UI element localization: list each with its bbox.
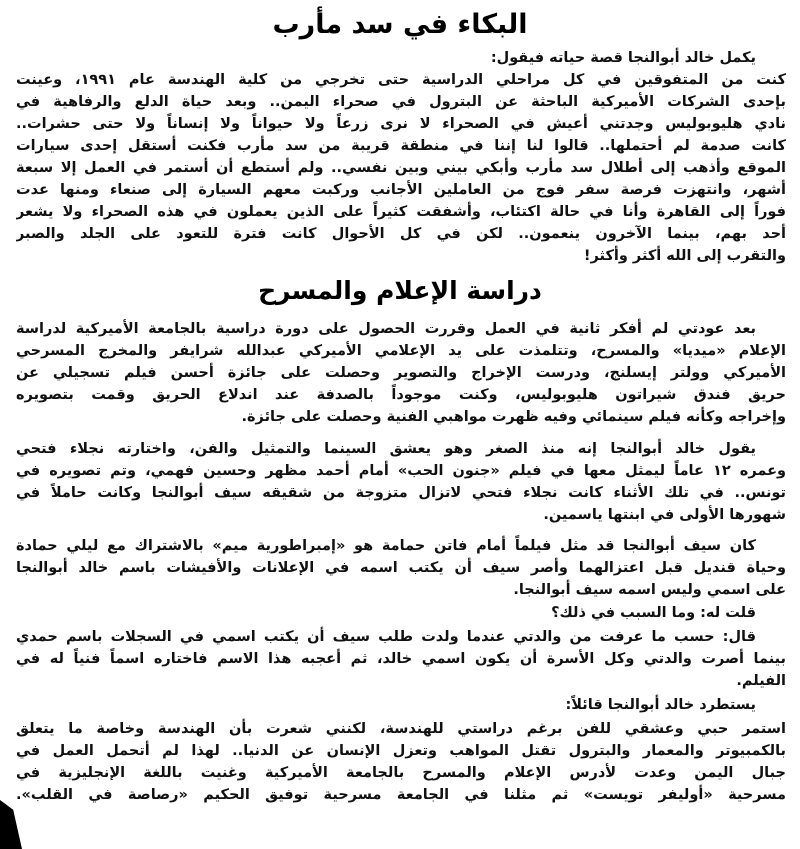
text-line: أحد بهم، بينما الآخرون ينعمون.. لكن في كل الأحوال كانت فترة للتعود على الجلد والصبر: [16, 226, 786, 242]
question-line: قلت له: وما السبب في ذلك؟: [551, 605, 756, 621]
text-line: حريق فندق شيراتون هليوبوليس، وكنت موجوداً بالصدفة عند اندلاع الحريق وقمت بتصويره: [16, 387, 786, 403]
text-line: بإحدى الشركات الأميركية الباحثة عن البترول في صحراء اليمن.. وبعد حياة الدلع والرفاهية في: [16, 94, 786, 110]
section-heading: دراسة الإعلام والمسرح: [258, 276, 542, 305]
text-line: يكمل خالد أبوالنجا قصة حياته فيقول:: [490, 50, 756, 66]
text-line: فوراً إلى القاهرة وأنا في حالة اكتئاب، وأشفقت كثيراً على الذين يعملون في هذه الصحراء ولا يشعر: [16, 204, 786, 220]
text-line: تونس.. في تلك الأثناء كانت نجلاء فتحي لاتزال متزوجة من شقيقه سيف أبوالنجا وكانت حاملاً في: [16, 485, 786, 501]
text-line: يقول خالد أبوالنجا إنه منذ الصغر وهو يعشق السينما والتمثيل والفن، واختارته نجلاء فتحي: [16, 441, 756, 457]
text-line: الأميركي وولتر إيسلنج، ودرست الإخراج والتصوير وحصلت على جائزة أحسن فيلم تسجيلي عن: [16, 365, 786, 381]
text-line: على اسمي وليس اسمه سيف أبوالنجا.: [513, 582, 786, 598]
text-line: مسرحية «أوليفر تويست» ثم مثلنا في الجامعة مسرحية توفيق الحكيم «رصاصة في القلب».: [16, 787, 786, 803]
text-line: بالكمبيوتر والمعمار والبترول تقتل المواهب وتعزل الإنسان عن الدنيا.. لهذا لم أتحمل العمل في: [16, 743, 786, 759]
text-line: شهورها الأولى في ابنتها ياسمين.: [543, 507, 786, 523]
text-line: وحياة قنديل قبل اعتزالهما وأصر سيف أن يكتب اسمه في الإعلانات والأفيشات باسم خالد أبوالنجا: [16, 560, 786, 576]
text-line: نادي هليوبوليس وجدتني أعيش في الصحراء لا نرى زرعاً ولا حيواناً ولا إنساناً ولا حتى حشرات..: [16, 116, 786, 132]
text-line: يستطرد خالد أبوالنجا قائلاً:: [565, 697, 756, 713]
text-line: جبال اليمن وعدت لأدرس الإعلام والمسرح بالجامعة الأميركية وغنيت باللغة الإنجليزية في: [16, 765, 786, 781]
text-line: قال: حسب ما عرفت من والدتي عندما ولدت طلب سيف أن يكتب اسمي في السجلات باسم حمدي: [16, 629, 756, 645]
text-line: كنت من المتفوقين في كل مراحلي الدراسية حتى تخرجي من كلية الهندسة عام ١٩٩١، وعينت: [16, 72, 786, 88]
text-line: الفيلم.: [736, 673, 786, 689]
text-line: وعمره ١٢ عاماً ليمثل معها في فيلم «جنون الحب» أمام أحمد مظهر وحسين فهمي، وتم تصويره في: [16, 463, 786, 479]
text-line: وإخراجه وكأنه فيلم سينمائي وفيه ظهرت مواهبي الفنية وحصلت على جائزة.: [241, 409, 786, 425]
scan-edge-shadow: [0, 800, 22, 849]
text-line: الإعلام «ميديا» والمسرح، وتتلمذت على يد الإعلامي الأميركي عبدالله شرايفر والمخرج المسرحي: [16, 343, 786, 359]
text-line: كانت صدمة لم أحتملها.. قالوا لنا إننا في منطقة قريبة من سد مأرب فكنت أستقل إحدى سيارات: [16, 138, 786, 154]
text-line: الموقع وأذهب إلى أطلال سد مأرب وأبكي بيني وبين نفسي.. ولم أستطع أن أستمر في العمل إلا سبعة: [16, 160, 786, 176]
text-line: أشهر، وانتهزت فرصة سفر فوج من العاملين الأجانب وركبت معهم السيارة إلى صنعاء ومنها عدت: [16, 182, 786, 198]
text-line: بينما أصرت والدتي وكل الأسرة أن يكون اسمي خالد، ثم أعجبه هذا الاسم فاختاره اسماً فنياً له في: [16, 651, 786, 667]
text-line: بعد عودتي لم أفكر ثانية في العمل وقررت الحصول على دورة دراسية بالجامعة الأميركية لدراسة: [16, 321, 756, 337]
text-line: كان سيف أبوالنجا قد مثل فيلماً أمام فاتن حمامة هو «إمبراطورية ميم» بالاشتراك مع ليلي حمادة: [16, 538, 756, 554]
article-title: البكاء في سد مأرب: [272, 9, 528, 40]
text-line: استمر حبي وعشقي للفن برغم دراستي للهندسة، لكنني شعرت بأن الهندسة وخاصة ما يتعلق: [16, 721, 786, 737]
text-line: والتقرب إلى الله أكثر وأكثر!: [583, 248, 786, 264]
